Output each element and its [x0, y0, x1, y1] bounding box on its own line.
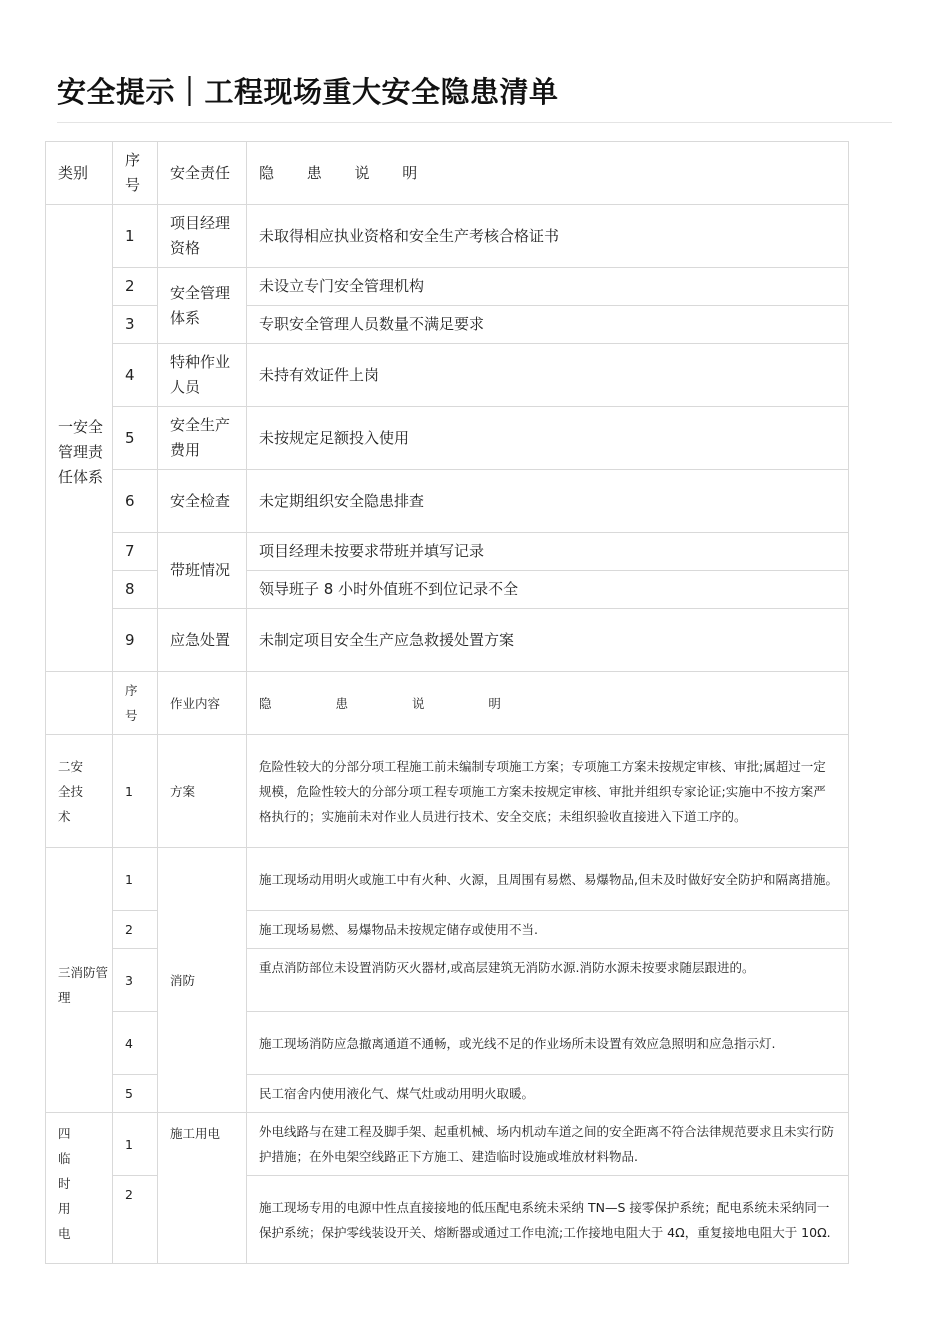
subheader-seq-label: 序号	[125, 683, 138, 723]
row-seq: 1	[113, 735, 158, 848]
header-responsibility: 安全责任	[158, 142, 247, 205]
section4-category	[46, 1113, 113, 1264]
row-seq: 3	[113, 306, 158, 344]
section3-category: 三消防管理	[46, 848, 113, 1113]
header-description: 隐 患 说 明	[247, 142, 849, 205]
subheader-seq	[113, 672, 158, 735]
row-description: 未取得相应执业资格和安全生产考核合格证书	[247, 205, 849, 268]
section2-category	[46, 735, 113, 848]
row-work: 消防	[158, 848, 247, 1113]
row-responsibility: 项目经理资格	[158, 205, 247, 268]
table-row	[46, 848, 849, 911]
row-seq: 7	[113, 533, 158, 571]
section1-category: 一安全管理责任体系	[46, 205, 113, 672]
header-category: 类别	[46, 142, 113, 205]
row-description: 施工现场专用的电源中性点直接接地的低压配电系统未采纳 TN—S 接零保护系统；配电系统未采纳同一保护系统；保护零线装设开关、熔断器或通过工作电流;工作接地电阻大于 4Ω，重复接地电阻大于 10Ω.	[247, 1176, 849, 1264]
table-header-row	[46, 142, 849, 205]
row-responsibility: 安全生产费用	[158, 407, 247, 470]
table-subheader-row	[46, 672, 849, 735]
row-description: 民工宿舍内使用液化气、煤气灶或动用明火取暖。	[247, 1075, 849, 1113]
row-description: 未按规定足额投入使用	[247, 407, 849, 470]
subheader-description: 隐 患 说 明	[247, 672, 849, 735]
row-description: 施工现场易燃、易爆物品未按规定储存或使用不当.	[247, 911, 849, 949]
row-seq: 5	[113, 407, 158, 470]
row-description: 项目经理未按要求带班并填写记录	[247, 533, 849, 571]
row-seq: 2	[113, 268, 158, 306]
row-responsibility: 带班情况	[158, 533, 247, 609]
header-seq-label: 序号	[125, 151, 141, 194]
row-seq: 3	[113, 949, 158, 1012]
row-seq: 1	[113, 205, 158, 268]
row-description: 专职安全管理人员数量不满足要求	[247, 306, 849, 344]
row-description: 未定期组织安全隐患排查	[247, 470, 849, 533]
row-description: 未设立专门安全管理机构	[247, 268, 849, 306]
subheader-work: 作业内容	[158, 672, 247, 735]
row-description: 领导班子 8 小时外值班不到位记录不全	[247, 571, 849, 609]
row-seq: 2	[113, 1176, 158, 1264]
row-responsibility: 应急处置	[158, 609, 247, 672]
row-responsibility: 安全管理体系	[158, 268, 247, 344]
row-seq: 9	[113, 609, 158, 672]
subheader-category	[46, 672, 113, 735]
row-description: 施工现场动用明火或施工中有火种、火源，且周围有易燃、易爆物品,但未及时做好安全防护和隔离措施。	[247, 848, 849, 911]
row-description: 危险性较大的分部分项工程施工前未编制专项施工方案；专项施工方案未按规定审核、审批;属超过一定规模，危险性较大的分部分项工程专项施工方案未按规定审核、审批并组织专家论证;实施中不按方案严格执行的；实施前未对作业人员进行技术、安全交底；未组织验收直接进入下道工序的。	[247, 735, 849, 848]
section2-category-label: 二安全技术	[58, 758, 84, 824]
row-description: 施工现场消防应急撤离通道不通畅，或光线不足的作业场所未设置有效应急照明和应急指示灯.	[247, 1012, 849, 1075]
row-seq: 4	[113, 344, 158, 407]
row-description: 未制定项目安全生产应急救援处置方案	[247, 609, 849, 672]
table-row	[46, 470, 849, 533]
row-description: 未持有效证件上岗	[247, 344, 849, 407]
row-seq: 1	[113, 848, 158, 911]
header-seq	[113, 142, 158, 205]
row-seq: 1	[113, 1113, 158, 1176]
page-title: 安全提示｜工程现场重大安全隐患清单	[57, 75, 559, 109]
row-responsibility: 安全检查	[158, 470, 247, 533]
row-seq: 6	[113, 470, 158, 533]
row-responsibility: 特种作业人员	[158, 344, 247, 407]
table-row	[46, 609, 849, 672]
row-description: 重点消防部位未设置消防灭火器材,或高层建筑无消防水源.消防水源未按要求随层跟进的。	[247, 949, 849, 1012]
table-row	[46, 735, 849, 848]
row-seq: 4	[113, 1012, 158, 1075]
table-row	[46, 205, 849, 268]
row-description: 外电线路与在建工程及脚手架、起重机械、场内机动车道之间的安全距离不符合法律规范要求且未实行防护措施；在外电架空线路正下方施工、建造临时设施或堆放材料物品.	[247, 1113, 849, 1176]
row-work: 方案	[158, 735, 247, 848]
table-row	[46, 533, 849, 571]
row-work: 施工用电	[158, 1113, 247, 1264]
row-seq: 5	[113, 1075, 158, 1113]
section4-category-label: 四临时用电	[58, 1126, 71, 1241]
table-row	[46, 407, 849, 470]
table-row	[46, 344, 849, 407]
hazard-table	[45, 141, 849, 1264]
row-seq: 8	[113, 571, 158, 609]
row-seq: 2	[113, 911, 158, 949]
title-divider	[57, 122, 892, 123]
table-row	[46, 1113, 849, 1176]
table-row	[46, 268, 849, 306]
